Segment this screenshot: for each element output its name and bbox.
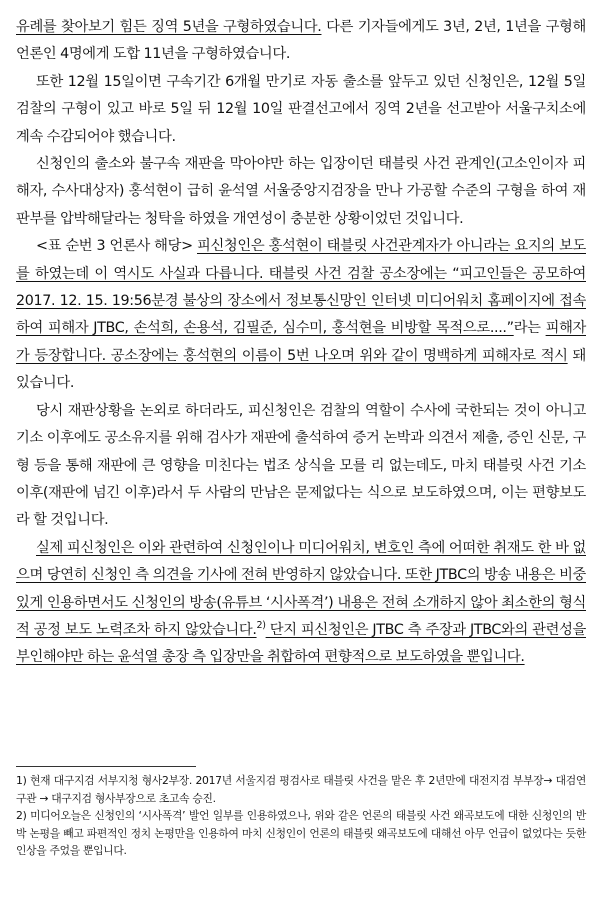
paragraph-6: [16, 535, 586, 672]
underlined-text: 유례를 찾아보기 힘든 징역 5년을 구형하였습니다.: [16, 19, 322, 35]
footnote-divider: [16, 766, 196, 767]
underlined-text: 실제 피신청인은 이와 관련하여 신청인이나 미디어워치, 변호인 측에 어떠한 취재도 한 바 없으며 당연히 신청인 측 의견을 기사에 전혀 반영하지 않았습니다. 또한 JTBC의 방송 내용은 비중있게 인용하면서도 신청인의 방송(유튜브 ‘시사폭격’) 내용은 전혀 소개하지 않아 최소한의 형식적 공정 보도 노력조차 하지 않았습니다.: [16, 539, 586, 638]
paragraph-text: 라는: [513, 320, 546, 337]
footnote-marker: 2): [256, 620, 266, 632]
footnote-2: 2) 미디어오늘은 신청인의 ‘시사폭격’ 발언 일부를 인용하였으나, 위와 같은 언론의 태블릿 사건 왜곡보도에 대한 신청인의 반박 논평을 빼고 파편적인 정치 논평만을 인용하여 마치 신청인이 언론의 태블릿 왜곡보도에 대해선 아무 언급이 없었다는 듯한 인상을 주었을 뿐입니다.: [16, 809, 586, 858]
paragraph-1: [16, 14, 586, 69]
footnotes: [16, 772, 586, 860]
paragraph-3: 신청인의 출소와 불구속 재판을 막아야만 하는 입장이던 태블릿 사건 관계인(고소인이자 피해자, 수사대상자) 홍석현이 급히 윤석열 서울중앙지검장을 만나 가공할 수준의 구형을 하여 재판부를 압박해달라는 청탁을 하였을 개연성이 충분한 상황이었던 것입니다.: [16, 156, 586, 227]
footnote-1: 1) 현재 대구지검 서부지청 형사2부장. 2017년 서울지검 평검사로 태블릿 사건을 맡은 후 2년만에 대전지검 부부장→ 대검연구관 → 대구지검 형사부장으로 초고속 승진.: [16, 774, 586, 805]
document-body: [16, 14, 586, 672]
underlined-text: 피해자가 등장합니다. 공소장에는 홍석현의 이름이 5번 나오며 위와 같이 명백하게 피해자로 적시: [16, 320, 586, 364]
underlined-text: 피신청인은 홍석현이 태블릿 사건관계자가 아니라는 요지의 보도를 하였는데 이 역시도 사실과 다릅니다. 태블릿 사건 검찰 공소장에는 “피고인들은 공모하여 2017. 12. 15. 19:56분경 불상의 장소에서 정보통신망인 인터넷 미디어워치 홈페이지에 접속하여 피해자 JTBC, 손석희, 손용석, 김필준, 심수미, 홍석현을 비방할 목적으로....”: [16, 238, 586, 337]
paragraph-text: 다른 기자들에게도 3년, 2년, 1년을 구형해 언론인 4명에게 도합 11년을 구형하였습니다.: [16, 19, 586, 63]
underlined-text: 단지 피신청인은 JTBC 측 주장과 JTBC와의 관련성을 부인해야만 하는 윤석열 총장 측 입장만을 취합하여 편향적으로 보도하였을 뿐입니다.: [16, 621, 586, 666]
paragraph-2: 또한 12월 15일이면 구속기간 6개월 만기로 자동 출소를 앞두고 있던 신청인은, 12월 5일 검찰의 구형이 있고 바로 5일 뒤 12월 10일 판결선고에서 징역 2년을 선고받아 서울구치소에 계속 수감되어야 했습니다.: [16, 73, 586, 145]
paragraph-5: 당시 재판상황을 논외로 하더라도, 피신청인은 검찰의 역할이 수사에 국한되는 것이 아니고 기소 이후에도 공소유지를 위해 검사가 재판에 출석하여 증거 논박과 의견서 제출, 증인 신문, 구형 등을 통해 재판에 큰 영향을 미친다는 법조 상식을 모를 리 없는데도, 마치 태블릿 사건 기소 이후(재판에 넘긴 이후)라서 두 사람의 만남은 문제없다는 식으로 보도하였으며, 이는 편향보도라 할 것입니다.: [16, 402, 586, 529]
paragraph-text: 돼 있습니다.: [16, 347, 587, 392]
paragraph-4: [16, 233, 586, 397]
table-reference: <표 순번 3 언론사 해당>: [36, 238, 193, 255]
